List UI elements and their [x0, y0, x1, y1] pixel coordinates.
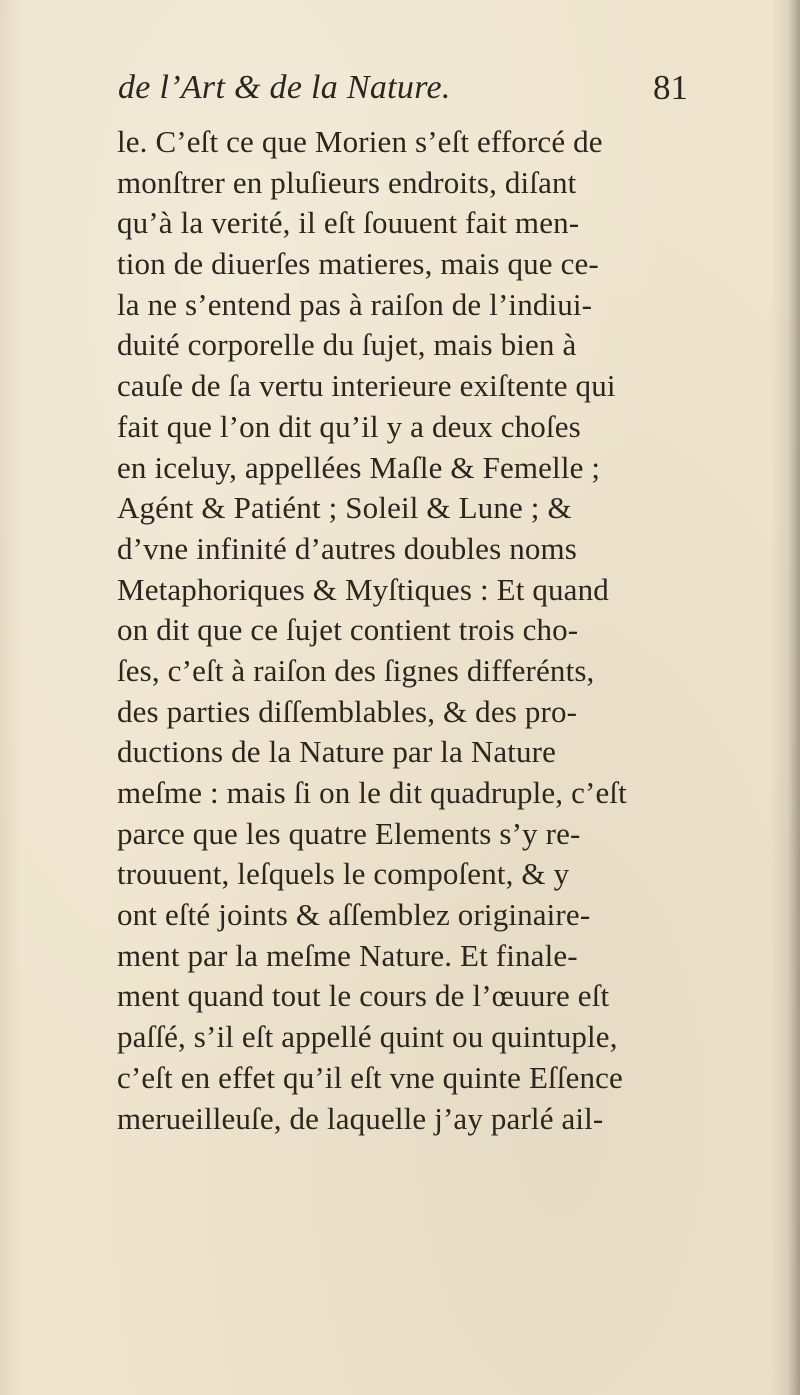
text-line: ductions de la Nature par la Nature	[117, 734, 557, 770]
text-line: le. C’eſt ce que Morien s’eſt efforcé de	[117, 124, 603, 159]
page-number: 81	[653, 68, 688, 107]
text-line: la ne s’entend pas à raiſon de l’indiui-	[117, 286, 593, 322]
text-line: d’vne infinité d’autres doubles noms	[117, 530, 577, 566]
text-line: on dit que ce ſujet contient trois cho-	[117, 612, 579, 648]
page-edge-shadow	[788, 0, 800, 1395]
text-line: ment par la meſme Nature. Et finale-	[117, 937, 578, 973]
text-line: ment quand tout le cours de l’œuure eſt	[117, 978, 610, 1014]
text-line: monſtrer en pluſieurs endroits, diſant	[117, 164, 577, 200]
text-line: parce que les quatre Elements s’y re-	[117, 815, 581, 851]
text-line: trouuent, leſquels le compoſent, & y	[117, 856, 570, 892]
text-line: des parties diſſemblables, & des pro-	[117, 693, 578, 729]
text-line: meſme : mais ſi on le dit quadruple, c’eſt	[117, 775, 627, 810]
text-line: qu’à la verité, il eſt ſouuent fait men-	[117, 205, 580, 241]
body-text	[117, 122, 677, 1139]
text-line: merueilleuſe, de laquelle j’ay parlé ail-	[117, 1100, 604, 1136]
text-line: ſes, c’eſt à raiſon des ſignes differénts,	[117, 652, 595, 688]
text-line: cauſe de ſa vertu interieure exiſtente qui	[117, 368, 616, 404]
text-line: Metaphoriques & Myſtiques : Et quand	[117, 571, 609, 607]
text-line: ont eſté joints & aſſemblez originaire-	[117, 897, 591, 933]
text-line: paſſé, s’il eſt appellé quint ou quintuple,	[117, 1019, 618, 1055]
text-line: c’eſt en effet qu’il eſt vne quinte Eſſence	[117, 1059, 623, 1095]
page-header	[118, 68, 688, 110]
text-line: duité corporelle du ſujet, mais bien à	[117, 327, 577, 363]
text-line: en iceluy, appellées Maſle & Femelle ;	[117, 449, 601, 485]
running-title: de l’Art & de la Nature.	[118, 69, 451, 106]
text-line: fait que l’on dit qu’il y a deux choſes	[117, 408, 581, 444]
text-line: tion de diuerſes matieres, mais que ce-	[117, 246, 599, 282]
text-line: Agént & Patiént ; Soleil & Lune ; &	[117, 490, 572, 526]
